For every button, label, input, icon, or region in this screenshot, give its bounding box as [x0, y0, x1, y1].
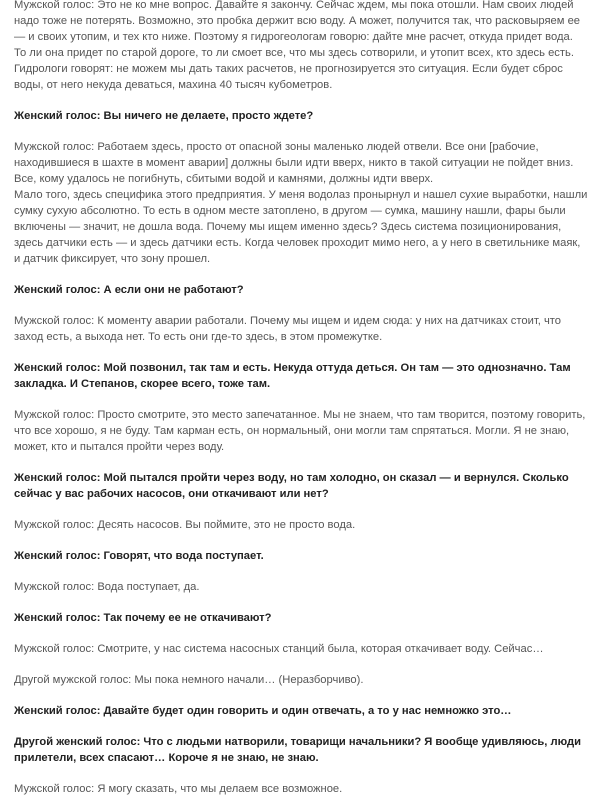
- answer-paragraph: Мужской голос: Это не ко мне вопрос. Давайте я закончу. Сейчас ждем, мы пока отошли. Нам своих людей надо тоже не потерять. Возможно, это пробка держит всю воду. А может, получится так, что расковыряем ее — и своих утопим, и тех кто ниже. Поэтому я гидрогеологам говорю: дайте мне расчет, откуда придет вода. То ли она придет по старой дороге, то ли смоет все, что мы здесь сотворили, и утопит всех, кто здесь есть. Гидрологи говорят: не можем мы дать таких расчетов, не прогнозируется это ситуация. Если будет сброс воды, от него некуда деваться, махина 40 тысяч кубометров.: [14, 0, 581, 91]
- question-paragraph: Другой женский голос: Что с людьми натворили, товарищи начальники? Я вообще удивляюсь, люди прилетели, всех спасают… Короче я не знаю, не знаю.: [14, 736, 582, 764]
- answer-paragraph: Мужской голос: Я могу сказать, что мы делаем все возможное.: [14, 783, 343, 795]
- question-paragraph: Женский голос: Вы ничего не делаете, просто ждете?: [14, 110, 314, 122]
- question-paragraph: Женский голос: Мой позвонил, так там и есть. Некуда оттуда деться. Он там — это однозначно. Там закладка. И Степанов, скорее всего, тоже там.: [14, 362, 571, 390]
- answer-paragraph: Мужской голос: Десять насосов. Вы поймите, это не просто вода.: [14, 519, 356, 531]
- answer-paragraph: Другой мужской голос: Мы пока немного начали… (Неразборчиво).: [14, 674, 364, 686]
- answer-paragraph: Мужской голос: Смотрите, у нас система насосных станций была, которая откачивает воду. Сейчас…: [14, 643, 544, 655]
- answer-paragraph: Мужской голос: К моменту аварии работали. Почему мы ищем и идем сюда: у них на датчиках стоит, что заход есть, а выхода нет. То есть они где-то здесь, в этом промежутке.: [14, 315, 562, 343]
- answer-paragraph: Мужской голос: Вода поступает, да.: [14, 581, 200, 593]
- question-paragraph: Женский голос: А если они не работают?: [14, 284, 244, 296]
- answer-paragraph: Мужской голос: Работаем здесь, просто от опасной зоны маленько людей отвели. Все они [рабочие, находившиеся в шахте в момент аварии] должны были идти вверх, никто в такой ситуации не пойдет вниз. Все, кому удалось не погибнуть, сбитыми водой и камнями, должны идти вверх. Мало того, здесь специфика этого предприятия. У меня водолаз пронырнул и нашел сухие выработки, нашли сумку сухую абсолютно. То есть в одном месте затоплено, в другом — сумка, машину нашли, фары были включены — значит, не дошла вода. Почему мы ищем именно здесь? Здесь система позиционирования, здесь датчики есть — и здесь датчики есть. Когда человек проходит мимо него, а у него в светильнике маяк, и датчик фиксирует, что зону прошел.: [14, 141, 588, 265]
- answer-paragraph: Мужской голос: Просто смотрите, это место запечатанное. Мы не знаем, что там творится, поэтому говорить, что все хорошо, я не буду. Там карман есть, он нормальный, они могли там спрятаться. Могли. Я не знаю, может, кто и пытался пройти через воду.: [14, 409, 586, 453]
- question-paragraph: Женский голос: Так почему ее не откачивают?: [14, 612, 272, 624]
- question-paragraph: Женский голос: Давайте будет один говорить и один отвечать, а то у нас немножко это…: [14, 705, 512, 717]
- question-paragraph: Женский голос: Говорят, что вода поступает.: [14, 550, 264, 562]
- question-paragraph: Женский голос: Мой пытался пройти через воду, но там холодно, он сказал — и вернулся. Сколько сейчас у вас рабочих насосов, они откачивают или нет?: [14, 472, 569, 500]
